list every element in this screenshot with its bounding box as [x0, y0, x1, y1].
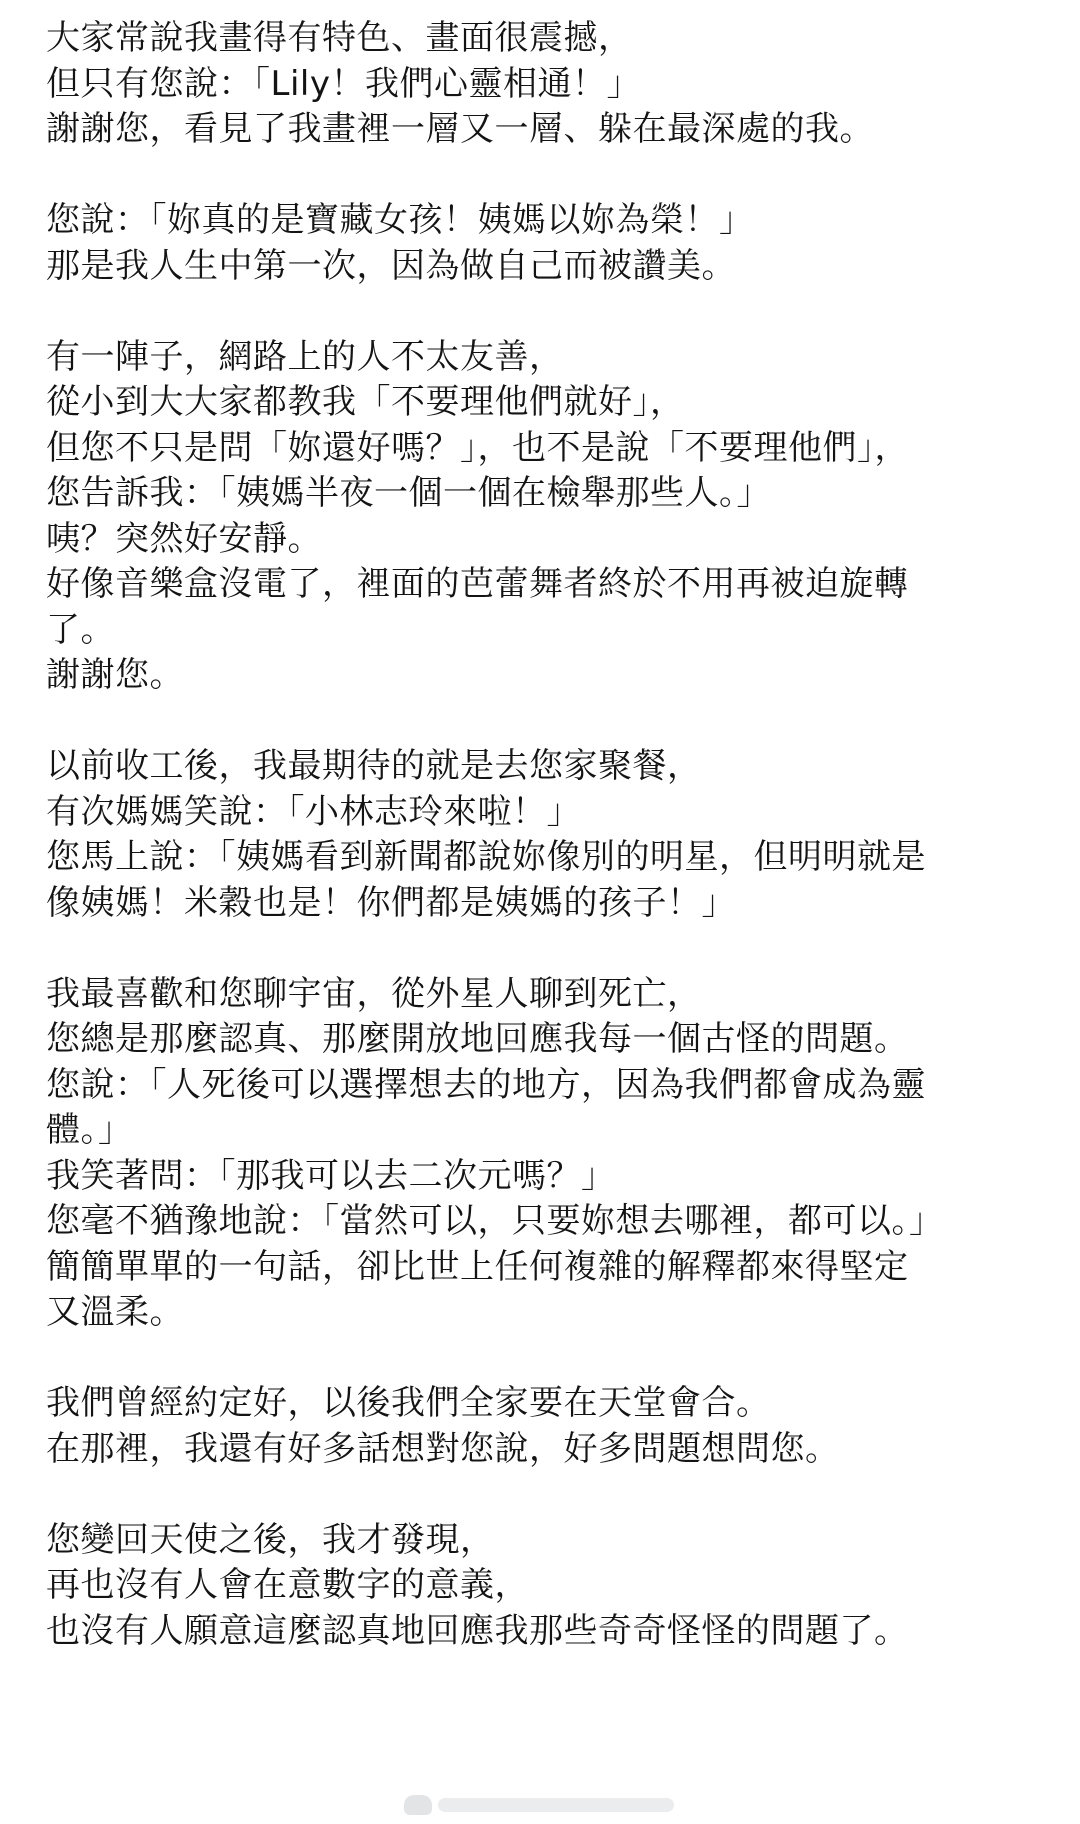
paragraph	[46, 972, 1040, 1336]
paragraph-gap	[46, 1336, 1040, 1382]
text-line: 我笑著問：「那我可以去二次元嗎？」	[46, 1155, 616, 1196]
text-line: 也沒有人願意這麼認真地回應我那些奇奇怪怪的問題了。	[46, 1610, 909, 1651]
text-line: 有一陣子，網路上的人不太友善，	[46, 336, 564, 377]
text-line: 但只有您說：「Lily！我們心靈相通！」	[46, 63, 641, 104]
text-line: 您總是那麼認真、那麼開放地回應我每一個古怪的問題。	[46, 1019, 909, 1059]
text-line: 您毫不猶豫地說：「當然可以，只要妳想去哪裡，都可以。」	[46, 1201, 944, 1241]
text-line: 像姨媽！米穀也是！你們都是姨媽的孩子！」	[46, 882, 736, 923]
paragraph	[46, 198, 1040, 289]
text-line: 簡簡單單的一句話，卻比世上任何複雜的解釋都來得堅定	[46, 1246, 909, 1287]
text-line: 以前收工後，我最期待的就是去您家聚餐，	[46, 746, 702, 786]
text-line: 您馬上說：「姨媽看到新聞都說妳像別的明星，但明明就是	[46, 837, 926, 877]
paragraph-gap	[46, 1472, 1040, 1518]
text-line: 您說：「人死後可以選擇想去的地方，因為我們都會成為靈	[46, 1064, 926, 1105]
text-line: 您變回天使之後，我才發現，	[46, 1519, 495, 1560]
text-line: 那是我人生中第一次，因為做自己而被讚美。	[46, 245, 736, 286]
paragraph	[46, 1518, 1040, 1655]
text-line: 又溫柔。	[46, 1292, 184, 1332]
text-line: 謝謝您，看見了我畫裡一層又一層、躲在最深處的我。	[46, 109, 874, 149]
text-line: 有次媽媽笑說：「小林志玲來啦！」	[46, 791, 581, 832]
text-line: 好像音樂盒沒電了，裡面的芭蕾舞者終於不用再被迫旋轉	[46, 564, 909, 604]
text-line: 咦？突然好安靜。	[46, 518, 322, 559]
text-line: 在那裡，我還有好多話想對您說，好多問題想問您。	[46, 1428, 840, 1469]
text-line: 但您不只是問「妳還好嗎？」，也不是說「不要理他們」，	[46, 427, 909, 468]
text-line: 謝謝您。	[46, 655, 184, 695]
text-line: 您告訴我：「姨媽半夜一個一個在檢舉那些人。」	[46, 473, 771, 513]
weibo-logo-icon	[404, 1795, 432, 1815]
paragraph	[46, 1381, 1040, 1472]
watermark-text	[438, 1798, 674, 1812]
watermark	[404, 1793, 674, 1817]
text-line: 我最喜歡和您聊宇宙，從外星人聊到死亡，	[46, 973, 702, 1014]
text-line: 再也沒有人會在意數字的意義，	[46, 1565, 529, 1605]
text-line: 從小到大大家都教我「不要理他們就好」，	[46, 382, 685, 422]
text-line: 體。」	[46, 1110, 133, 1150]
paragraph-gap	[46, 926, 1040, 972]
text-line: 您說：「妳真的是寶藏女孩！姨媽以妳為榮！」	[46, 200, 754, 240]
paragraph	[46, 335, 1040, 699]
text-line: 我們曾經約定好，以後我們全家要在天堂會合。	[46, 1383, 771, 1423]
paragraph	[46, 16, 1040, 153]
paragraph-gap	[46, 153, 1040, 199]
text-line: 了。	[46, 609, 115, 650]
paragraph-gap	[46, 289, 1040, 335]
paragraph-gap	[46, 699, 1040, 745]
text-line: 大家常說我畫得有特色、畫面很震撼，	[46, 18, 633, 58]
paragraph	[46, 744, 1040, 926]
letter-body	[46, 16, 1040, 1654]
